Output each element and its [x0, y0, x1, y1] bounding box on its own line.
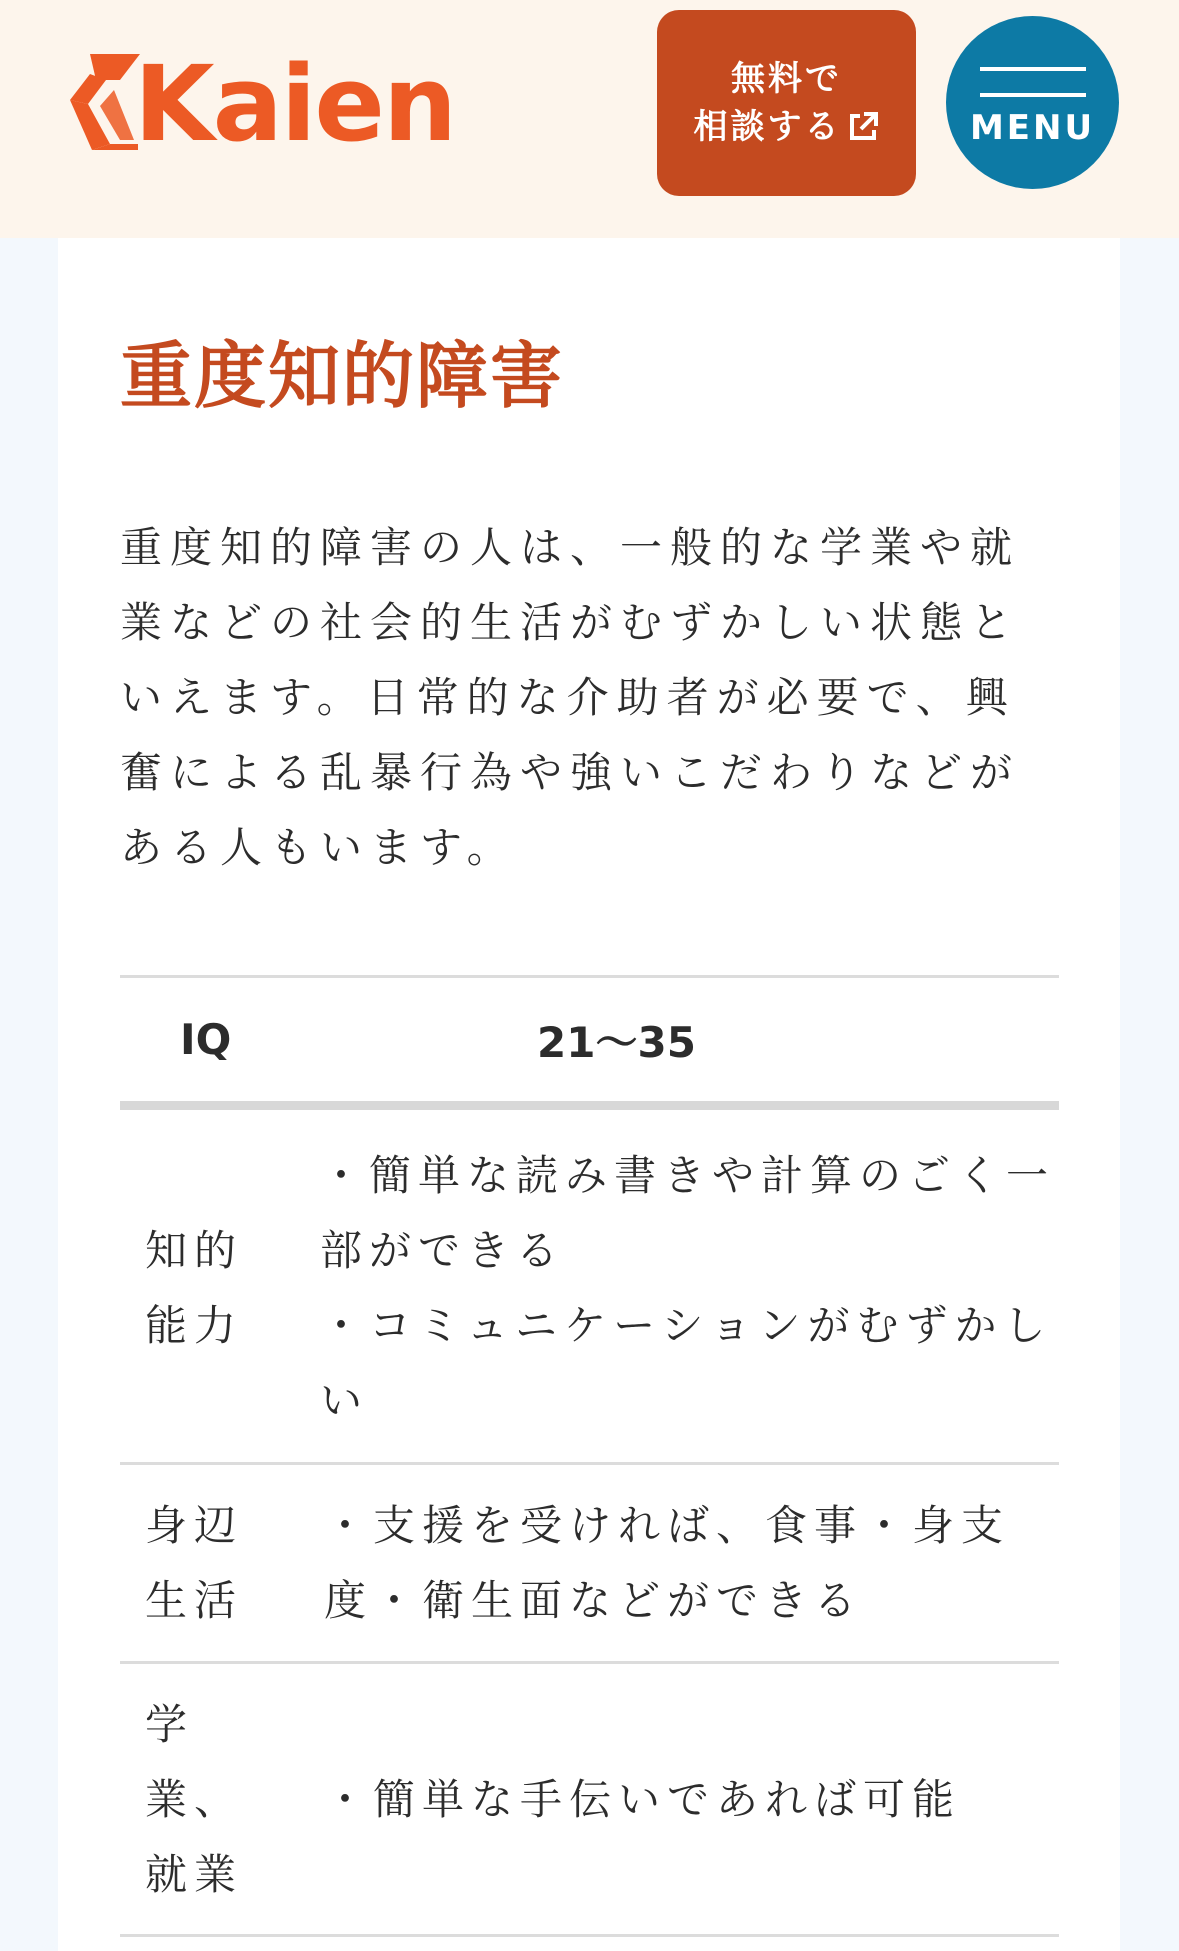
iq-table: [120, 975, 1059, 1937]
row-item: ・支援を受ければ、食事・身支度・衛生面などができる: [324, 1501, 1011, 1625]
section-description: 重度知的障害の人は、一般的な学業や就業などの社会的生活がむずかしい状態といえます。日常的な介助者が必要で、興奮による乱暴行為や強いこだわりなどがある人もいます。: [120, 523, 1021, 872]
cta-label-line1: 無料で: [731, 59, 842, 99]
menu-label: MENU: [969, 107, 1096, 148]
row-item: ・コミュニケーションがむずかしい: [320, 1301, 1053, 1425]
site-header: [0, 0, 1179, 238]
kaien-logo[interactable]: [62, 43, 455, 165]
cta-label-line2-wrap: [694, 103, 880, 151]
table-header-label: IQ: [180, 1015, 232, 1064]
table-header-divider: [120, 1101, 1059, 1110]
free-consultation-button[interactable]: [657, 10, 916, 196]
row-label: [120, 1687, 324, 1912]
hamburger-icon: [980, 67, 1086, 97]
logo-text: Kaien: [134, 43, 455, 165]
kaien-logo-mark-icon: [62, 52, 142, 152]
table-row: [120, 1664, 1059, 1934]
table-header-row: [120, 978, 1059, 1101]
menu-button[interactable]: [946, 16, 1119, 189]
external-link-icon: [846, 110, 880, 144]
table-bottom-divider: [120, 1934, 1059, 1937]
cta-label-line2: 相談する: [693, 107, 842, 147]
row-label: [120, 1213, 320, 1363]
row-value: [320, 1138, 1059, 1438]
row-label-text: 学業、就業: [145, 1699, 244, 1899]
section-title: 重度知的障害: [120, 334, 565, 418]
table-row: [120, 1465, 1059, 1661]
row-label-text: 身辺生活: [145, 1501, 244, 1625]
row-value: [324, 1488, 1059, 1638]
row-label-text: 知的能力: [145, 1226, 244, 1350]
table-header-value: 21〜35: [537, 1017, 696, 1067]
row-label: [120, 1488, 324, 1638]
row-value: [324, 1762, 1059, 1837]
table-row: [120, 1110, 1059, 1462]
row-item: ・簡単な読み書きや計算のごく一部ができる: [320, 1151, 1056, 1275]
row-item: ・簡単な手伝いであれば可能: [324, 1774, 962, 1824]
